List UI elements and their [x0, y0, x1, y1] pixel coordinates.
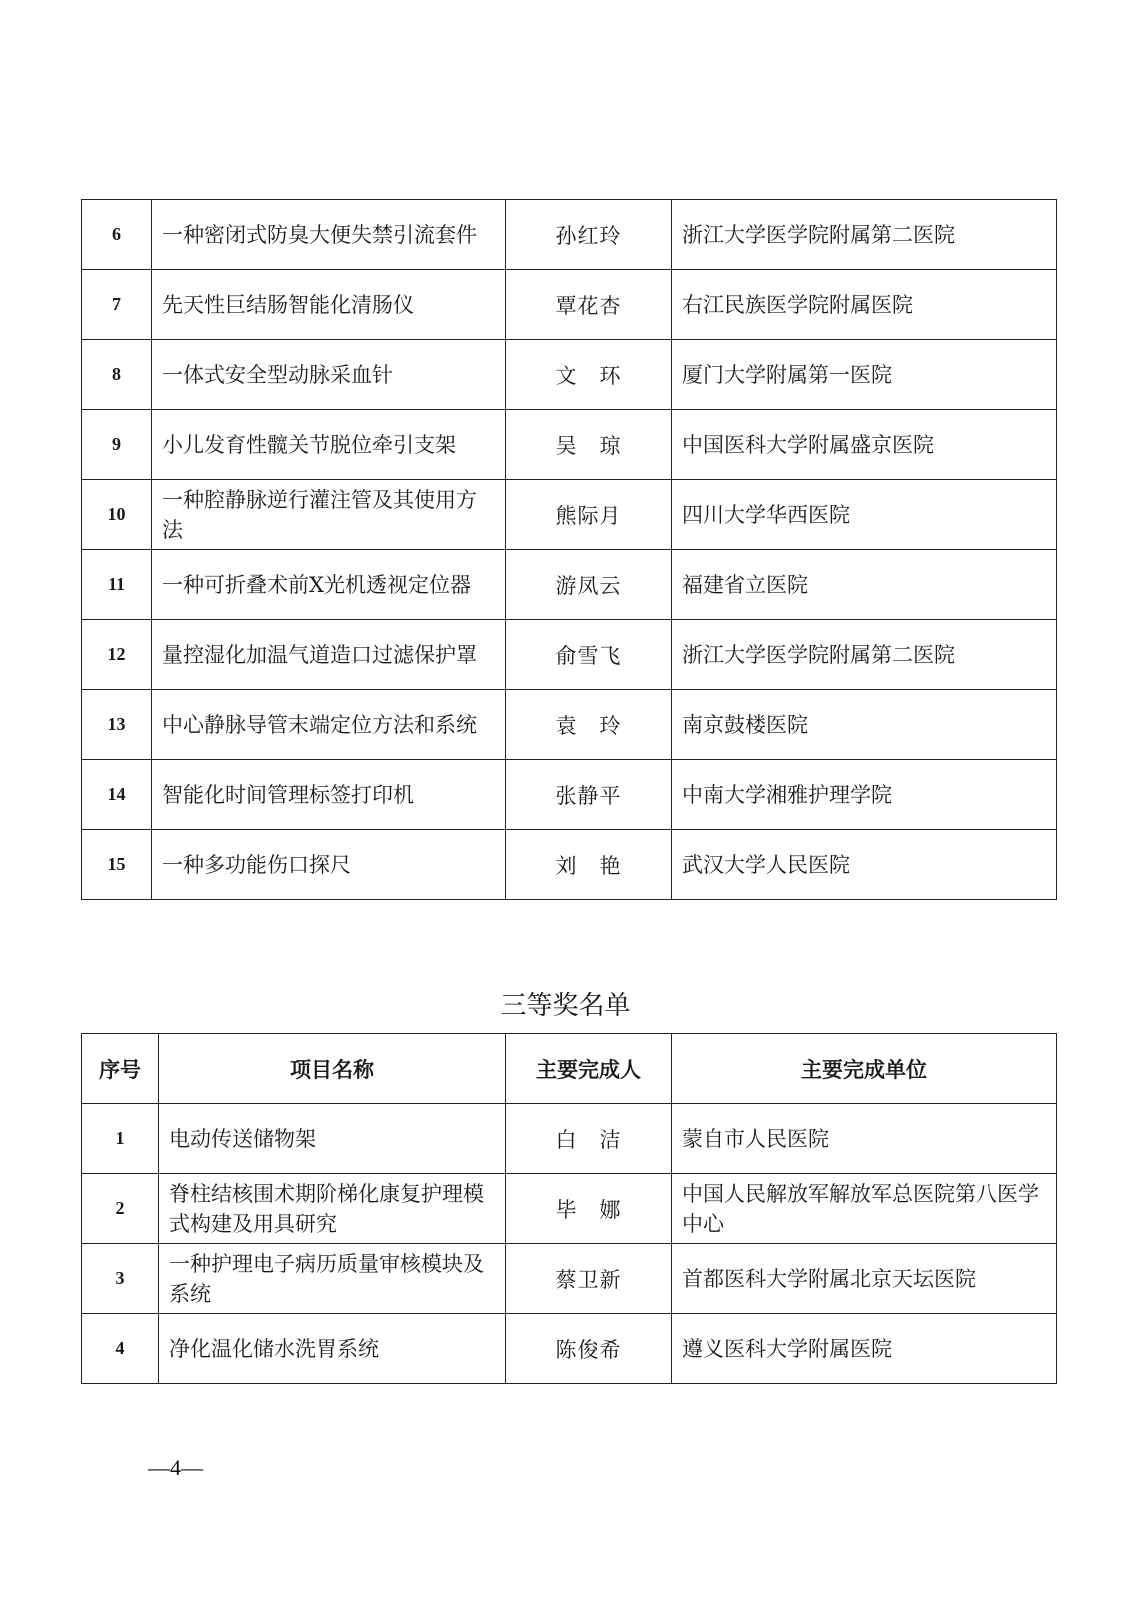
row-main-unit: 中国人民解放军解放军总医院第八医学中心 [672, 1174, 1057, 1244]
table-row [82, 690, 1057, 760]
table-header-row [82, 1034, 1057, 1104]
row-serial: 12 [82, 620, 152, 690]
row-main-person: 俞雪飞 [506, 620, 672, 690]
row-project-name: 先天性巨结肠智能化清肠仪 [152, 270, 506, 340]
row-main-person: 陈俊希 [506, 1314, 672, 1384]
row-serial: 11 [82, 550, 152, 620]
row-main-unit: 南京鼓楼医院 [672, 690, 1057, 760]
row-project-name: 一体式安全型动脉采血针 [152, 340, 506, 410]
header-main-person: 主要完成人 [506, 1034, 672, 1104]
table-row [82, 480, 1057, 550]
row-main-person: 游凤云 [506, 550, 672, 620]
row-serial: 8 [82, 340, 152, 410]
third-prize-table [81, 1033, 1057, 1384]
row-serial: 7 [82, 270, 152, 340]
row-main-unit: 福建省立医院 [672, 550, 1057, 620]
row-main-person: 孙红玲 [506, 200, 672, 270]
row-project-name: 电动传送储物架 [159, 1104, 506, 1174]
row-project-name: 一种可折叠术前X光机透视定位器 [152, 550, 506, 620]
continued-table-body [82, 200, 1057, 900]
row-serial: 9 [82, 410, 152, 480]
row-main-person: 袁 玲 [506, 690, 672, 760]
row-serial: 15 [82, 830, 152, 900]
row-main-unit: 四川大学华西医院 [672, 480, 1057, 550]
table-row [82, 1174, 1057, 1244]
table-row [82, 270, 1057, 340]
table-row [82, 340, 1057, 410]
row-project-name: 净化温化储水洗胃系统 [159, 1314, 506, 1384]
row-project-name: 量控湿化加温气道造口过滤保护罩 [152, 620, 506, 690]
row-main-unit: 厦门大学附属第一医院 [672, 340, 1057, 410]
row-main-person: 毕 娜 [506, 1174, 672, 1244]
row-project-name: 脊柱结核围术期阶梯化康复护理模式构建及用具研究 [159, 1174, 506, 1244]
table-row [82, 1244, 1057, 1314]
row-main-unit: 浙江大学医学院附属第二医院 [672, 200, 1057, 270]
row-main-person: 熊际月 [506, 480, 672, 550]
row-main-person: 覃花杏 [506, 270, 672, 340]
table-row [82, 200, 1057, 270]
table-row [82, 760, 1057, 830]
row-serial: 14 [82, 760, 152, 830]
row-main-person: 白 洁 [506, 1104, 672, 1174]
row-main-person: 文 环 [506, 340, 672, 410]
row-main-person: 张静平 [506, 760, 672, 830]
row-project-name: 智能化时间管理标签打印机 [152, 760, 506, 830]
table-row [82, 550, 1057, 620]
row-project-name: 一种腔静脉逆行灌注管及其使用方法 [152, 480, 506, 550]
header-main-unit: 主要完成单位 [672, 1034, 1057, 1104]
row-main-unit: 浙江大学医学院附属第二医院 [672, 620, 1057, 690]
row-project-name: 一种密闭式防臭大便失禁引流套件 [152, 200, 506, 270]
row-project-name: 一种多功能伤口探尺 [152, 830, 506, 900]
row-main-unit: 中国医科大学附属盛京医院 [672, 410, 1057, 480]
row-serial: 1 [82, 1104, 159, 1174]
page-number: —4— [148, 1455, 203, 1480]
row-main-unit: 首都医科大学附属北京天坛医院 [672, 1244, 1057, 1314]
row-main-unit: 右江民族医学院附属医院 [672, 270, 1057, 340]
second-prize-table-continued [81, 199, 1057, 900]
table-row [82, 1104, 1057, 1174]
row-project-name: 小儿发育性髋关节脱位牵引支架 [152, 410, 506, 480]
row-serial: 3 [82, 1244, 159, 1314]
row-serial: 6 [82, 200, 152, 270]
row-main-unit: 武汉大学人民医院 [672, 830, 1057, 900]
row-main-person: 吴 琼 [506, 410, 672, 480]
table-row [82, 1314, 1057, 1384]
table-row [82, 830, 1057, 900]
row-main-unit: 蒙自市人民医院 [672, 1104, 1057, 1174]
third-table-body [82, 1104, 1057, 1384]
header-serial: 序号 [82, 1034, 159, 1104]
section-title: 三等奖名单 [500, 991, 631, 1021]
row-project-name: 一种护理电子病历质量审核模块及系统 [159, 1244, 506, 1314]
table-row [82, 410, 1057, 480]
row-main-unit: 遵义医科大学附属医院 [672, 1314, 1057, 1384]
header-project-name: 项目名称 [159, 1034, 506, 1104]
row-serial: 13 [82, 690, 152, 760]
row-main-unit: 中南大学湘雅护理学院 [672, 760, 1057, 830]
row-main-person: 刘 艳 [506, 830, 672, 900]
row-serial: 4 [82, 1314, 159, 1384]
row-serial: 10 [82, 480, 152, 550]
row-main-person: 蔡卫新 [506, 1244, 672, 1314]
table-row [82, 620, 1057, 690]
row-serial: 2 [82, 1174, 159, 1244]
row-project-name: 中心静脉导管末端定位方法和系统 [152, 690, 506, 760]
